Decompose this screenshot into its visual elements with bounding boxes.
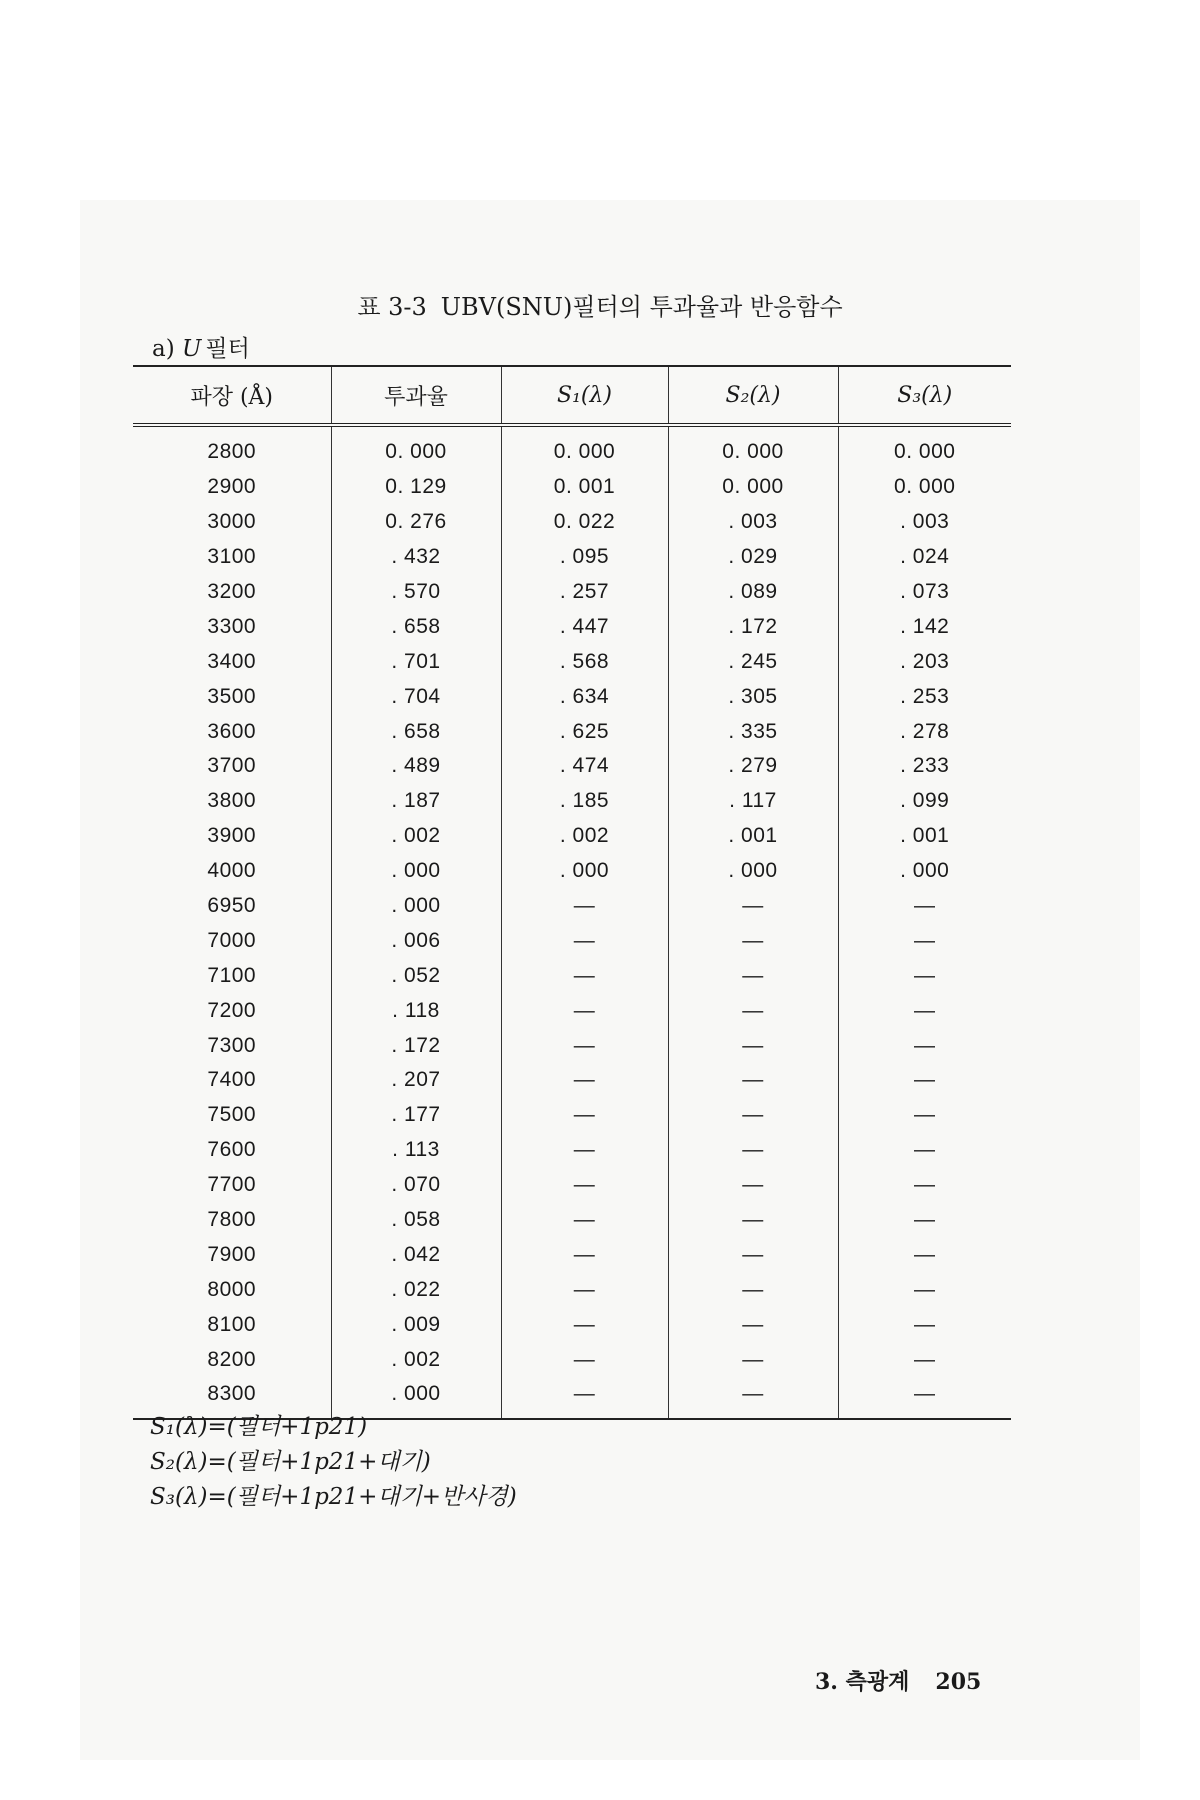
table-row: [133, 993, 1011, 1028]
cell-s1: —: [501, 1133, 668, 1168]
note-s2: S₂(λ)=(필터+1p21+대기): [150, 1449, 431, 1475]
subtitle-label: a): [152, 336, 175, 362]
cell-s1: —: [501, 1272, 668, 1307]
table-row: [133, 1342, 1011, 1377]
cell-wavelength: 2900: [207, 475, 257, 499]
cell-transmission: 0. 276: [331, 505, 501, 540]
cell-wavelength: 3100: [207, 545, 257, 569]
cell-transmission: . 658: [331, 609, 501, 644]
cell-s2: —: [668, 889, 838, 924]
cell-s3: 0. 000: [838, 425, 1011, 470]
cell-wavelength: 3400: [207, 649, 257, 673]
cell-s3: —: [838, 993, 1011, 1028]
cell-s3: —: [838, 1237, 1011, 1272]
cell-s2: —: [668, 1272, 838, 1307]
cell-s3: . 233: [838, 749, 1011, 784]
header-s2: S₂(λ): [668, 366, 838, 425]
header-transmission: 투과율: [331, 366, 501, 425]
cell-transmission: . 658: [331, 714, 501, 749]
cell-wavelength: 3900: [207, 824, 257, 848]
cell-s2: —: [668, 1133, 838, 1168]
cell-s1: —: [501, 958, 668, 993]
cell-s3: —: [838, 923, 1011, 958]
cell-s3: . 073: [838, 575, 1011, 610]
cell-s3: —: [838, 1377, 1011, 1419]
cell-wavelength: 7900: [207, 1242, 257, 1266]
cell-s2: —: [668, 1028, 838, 1063]
cell-s3: —: [838, 1098, 1011, 1133]
cell-wavelength: 8000: [207, 1277, 257, 1301]
cell-s1: —: [501, 1342, 668, 1377]
cell-s1: . 474: [501, 749, 668, 784]
cell-transmission: . 002: [331, 819, 501, 854]
cell-s3: . 278: [838, 714, 1011, 749]
table-row: [133, 1063, 1011, 1098]
cell-s2: —: [668, 1063, 838, 1098]
cell-transmission: 0. 000: [331, 425, 501, 470]
cell-s2: . 089: [668, 575, 838, 610]
table-row: [133, 609, 1011, 644]
cell-wavelength: 3200: [207, 580, 257, 603]
cell-transmission: . 022: [331, 1272, 501, 1307]
cell-transmission: . 042: [331, 1237, 501, 1272]
cell-transmission: . 489: [331, 749, 501, 784]
page-number: 205: [935, 1669, 982, 1695]
cell-transmission: . 570: [331, 575, 501, 610]
cell-transmission: . 002: [331, 1342, 501, 1377]
cell-s2: —: [668, 993, 838, 1028]
cell-s3: —: [838, 1272, 1011, 1307]
table-row: [133, 679, 1011, 714]
table-row: [133, 889, 1011, 924]
cell-wavelength: 7000: [207, 928, 257, 952]
cell-transmission: . 000: [331, 889, 501, 924]
cell-s1: —: [501, 993, 668, 1028]
table-header-row: [133, 366, 1011, 425]
page-footer: [815, 1665, 981, 1696]
cell-s2: . 279: [668, 749, 838, 784]
table-row: [133, 923, 1011, 958]
cell-transmission: . 070: [331, 1168, 501, 1203]
cell-transmission: . 113: [331, 1133, 501, 1168]
cell-s1: . 568: [501, 644, 668, 679]
cell-s2: . 029: [668, 540, 838, 575]
cell-wavelength: 7700: [207, 1173, 257, 1197]
cell-s2: . 000: [668, 854, 838, 889]
cell-s3: . 142: [838, 609, 1011, 644]
cell-s3: . 024: [838, 540, 1011, 575]
cell-transmission: 0. 129: [331, 470, 501, 505]
cell-s2: —: [668, 1168, 838, 1203]
cell-s2: —: [668, 1098, 838, 1133]
table-row: [133, 958, 1011, 993]
cell-wavelength: 3700: [207, 754, 257, 778]
cell-s1: . 634: [501, 679, 668, 714]
table-title: [0, 287, 1200, 322]
cell-s1: —: [501, 1168, 668, 1203]
table-row: [133, 1272, 1011, 1307]
cell-s3: 0. 000: [838, 470, 1011, 505]
cell-wavelength: 7200: [207, 998, 257, 1022]
cell-s2: 0. 000: [668, 470, 838, 505]
cell-s3: . 000: [838, 854, 1011, 889]
table-row: [133, 575, 1011, 610]
header-s1: S₁(λ): [501, 366, 668, 425]
table-row: [133, 470, 1011, 505]
cell-s1: . 002: [501, 819, 668, 854]
cell-s2: —: [668, 923, 838, 958]
cell-s3: . 001: [838, 819, 1011, 854]
cell-s1: —: [501, 1237, 668, 1272]
cell-s3: —: [838, 889, 1011, 924]
cell-transmission: . 118: [331, 993, 501, 1028]
cell-transmission: . 432: [331, 540, 501, 575]
cell-s1: . 257: [501, 575, 668, 610]
cell-transmission: . 052: [331, 958, 501, 993]
cell-s1: . 185: [501, 784, 668, 819]
table-row: [133, 854, 1011, 889]
table-row: [133, 784, 1011, 819]
table-row: [133, 540, 1011, 575]
note-s1: S₁(λ)=(필터+1p21): [150, 1414, 368, 1440]
cell-wavelength: 7400: [207, 1068, 257, 1092]
cell-s2: —: [668, 1203, 838, 1238]
cell-s1: —: [501, 1377, 668, 1419]
cell-s2: —: [668, 958, 838, 993]
cell-s2: . 305: [668, 679, 838, 714]
cell-wavelength: 8300: [133, 1377, 331, 1419]
cell-s3: —: [838, 1133, 1011, 1168]
cell-s1: . 095: [501, 540, 668, 575]
cell-s1: —: [501, 1028, 668, 1063]
header-wavelength: 파장 (Å): [133, 366, 331, 425]
table-row: [133, 505, 1011, 540]
cell-s2: . 245: [668, 644, 838, 679]
cell-s1: . 447: [501, 609, 668, 644]
footnotes: [150, 1410, 517, 1515]
cell-s1: 0. 000: [501, 425, 668, 470]
cell-s1: 0. 022: [501, 505, 668, 540]
cell-s3: . 003: [838, 505, 1011, 540]
cell-s1: —: [501, 1307, 668, 1342]
cell-s2: . 003: [668, 505, 838, 540]
table-row: [133, 749, 1011, 784]
cell-s1: 0. 001: [501, 470, 668, 505]
table-row: [133, 1307, 1011, 1342]
cell-wavelength: 3000: [207, 510, 257, 534]
cell-transmission: . 701: [331, 644, 501, 679]
table-row: [133, 1203, 1011, 1238]
table-row: [133, 1237, 1011, 1272]
section-subtitle: [152, 330, 250, 363]
cell-transmission: . 000: [331, 1377, 501, 1419]
subtitle-text: 필터: [205, 336, 250, 362]
cell-wavelength: 7300: [207, 1033, 257, 1057]
cell-s2: . 117: [668, 784, 838, 819]
cell-wavelength: 8100: [207, 1312, 257, 1336]
table-row: [133, 644, 1011, 679]
cell-wavelength: 3500: [207, 684, 257, 708]
cell-wavelength: 8200: [207, 1347, 257, 1371]
filter-symbol: U: [182, 336, 202, 362]
cell-s3: —: [838, 1203, 1011, 1238]
table-row: [133, 1168, 1011, 1203]
cell-s1: —: [501, 889, 668, 924]
cell-transmission: . 704: [331, 679, 501, 714]
cell-s2: 0. 000: [668, 425, 838, 470]
cell-wavelength: 2800: [207, 440, 257, 464]
cell-s1: . 000: [501, 854, 668, 889]
table-row: [133, 819, 1011, 854]
cell-s3: . 203: [838, 644, 1011, 679]
cell-wavelength: 7500: [207, 1103, 257, 1127]
table-row: [133, 1133, 1011, 1168]
cell-s3: —: [838, 958, 1011, 993]
cell-s3: —: [838, 1028, 1011, 1063]
cell-s2: —: [668, 1377, 838, 1419]
cell-s3: —: [838, 1168, 1011, 1203]
cell-s2: —: [668, 1342, 838, 1377]
cell-s2: . 001: [668, 819, 838, 854]
cell-s1: —: [501, 1203, 668, 1238]
cell-transmission: . 187: [331, 784, 501, 819]
table-row: [133, 425, 1011, 470]
table-body: [133, 425, 1011, 1419]
cell-transmission: . 177: [331, 1098, 501, 1133]
cell-wavelength: 3800: [207, 789, 257, 813]
header-s3: S₃(λ): [838, 366, 1011, 425]
cell-wavelength: 3600: [207, 719, 257, 743]
transmission-table: [133, 365, 1011, 1420]
table-title-text: UBV(SNU)필터의 투과율과 반응함수: [440, 293, 843, 321]
cell-wavelength: 7800: [207, 1208, 257, 1232]
cell-transmission: . 172: [331, 1028, 501, 1063]
table-number: 표 3-3: [357, 293, 427, 321]
cell-s2: —: [668, 1237, 838, 1272]
cell-transmission: . 006: [331, 923, 501, 958]
cell-s3: . 099: [838, 784, 1011, 819]
cell-transmission: . 058: [331, 1203, 501, 1238]
cell-s2: . 172: [668, 609, 838, 644]
cell-wavelength: 6950: [207, 894, 257, 918]
cell-s3: —: [838, 1307, 1011, 1342]
cell-s3: . 253: [838, 679, 1011, 714]
cell-s3: —: [838, 1063, 1011, 1098]
cell-s2: —: [668, 1307, 838, 1342]
cell-wavelength: 4000: [207, 859, 257, 883]
cell-s1: —: [501, 923, 668, 958]
cell-transmission: . 207: [331, 1063, 501, 1098]
cell-wavelength: 7600: [207, 1138, 257, 1162]
cell-s1: —: [501, 1063, 668, 1098]
cell-s1: —: [501, 1098, 668, 1133]
cell-s1: . 625: [501, 714, 668, 749]
cell-wavelength: 3300: [207, 614, 257, 638]
footer-section: 3. 측광계: [815, 1669, 910, 1695]
table-row: [133, 714, 1011, 749]
cell-transmission: . 000: [331, 854, 501, 889]
cell-s3: —: [838, 1342, 1011, 1377]
table-row: [133, 1098, 1011, 1133]
cell-s2: . 335: [668, 714, 838, 749]
note-s3: S₃(λ)=(필터+1p21+대기+반사경): [150, 1484, 517, 1510]
cell-transmission: . 009: [331, 1307, 501, 1342]
table-row: [133, 1028, 1011, 1063]
cell-wavelength: 7100: [207, 963, 257, 987]
